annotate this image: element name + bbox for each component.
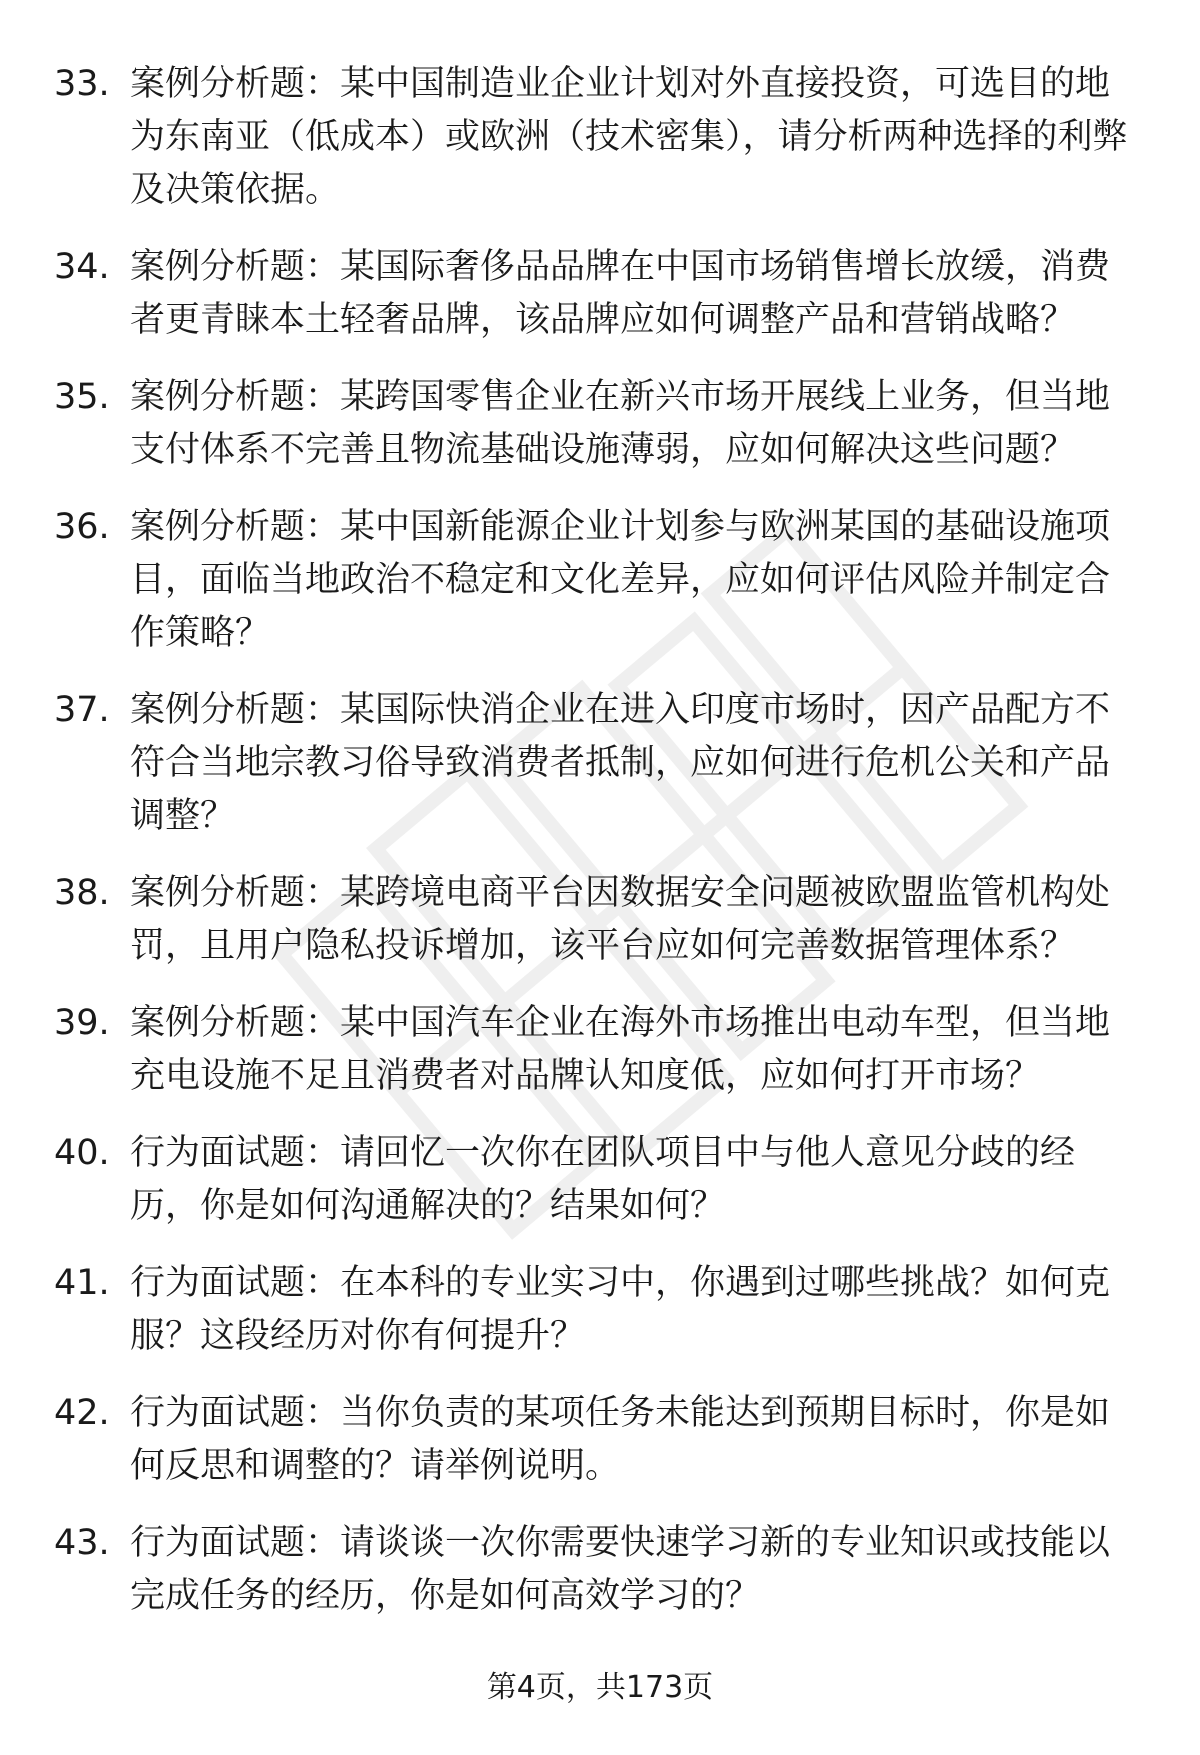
question-text: 案例分析题：某中国制造业企业计划对外直接投资，可选目的地为东南亚（低成本）或欧洲（技术密集），请分析两种选择的利弊及决策依据。 bbox=[130, 64, 1128, 210]
question-number: 42. bbox=[54, 1393, 110, 1433]
question-item bbox=[0, 58, 1200, 217]
question-text: 案例分析题：某中国新能源企业计划参与欧洲某国的基础设施项目，面临当地政治不稳定和文化差异，应如何评估风险并制定合作策略？ bbox=[130, 507, 1111, 653]
question-item bbox=[0, 1257, 1200, 1363]
question-text: 案例分析题：某中国汽车企业在海外市场推出电动车型，但当地充电设施不足且消费者对品牌认知度低，应如何打开市场？ bbox=[130, 1003, 1111, 1096]
question-list bbox=[0, 58, 1200, 1647]
question-item bbox=[0, 997, 1200, 1103]
question-item bbox=[0, 1127, 1200, 1233]
question-item bbox=[0, 684, 1200, 843]
question-item bbox=[0, 501, 1200, 660]
question-number: 41. bbox=[54, 1263, 110, 1303]
question-item bbox=[0, 371, 1200, 477]
question-item bbox=[0, 1387, 1200, 1493]
question-text: 行为面试题：请回忆一次你在团队项目中与他人意见分歧的经历，你是如何沟通解决的？结果如何？ bbox=[130, 1133, 1076, 1226]
question-number: 37. bbox=[54, 690, 110, 730]
question-text: 案例分析题：某国际快消企业在进入印度市场时，因产品配方不符合当地宗教习俗导致消费者抵制，应如何进行危机公关和产品调整？ bbox=[130, 690, 1111, 836]
question-item bbox=[0, 1517, 1200, 1623]
question-text: 行为面试题：请谈谈一次你需要快速学习新的专业知识或技能以完成任务的经历，你是如何高效学习的？ bbox=[130, 1523, 1111, 1616]
question-text: 行为面试题：在本科的专业实习中，你遇到过哪些挑战？如何克服？这段经历对你有何提升？ bbox=[130, 1263, 1111, 1356]
question-text: 案例分析题：某跨境电商平台因数据安全问题被欧盟监管机构处罚，且用户隐私投诉增加，该平台应如何完善数据管理体系？ bbox=[130, 873, 1111, 966]
question-number: 36. bbox=[54, 507, 110, 547]
question-item bbox=[0, 867, 1200, 973]
question-text: 案例分析题：某跨国零售企业在新兴市场开展线上业务，但当地支付体系不完善且物流基础设施薄弱，应如何解决这些问题？ bbox=[130, 377, 1111, 470]
question-number: 43. bbox=[54, 1523, 110, 1563]
question-number: 38. bbox=[54, 873, 110, 913]
question-number: 35. bbox=[54, 377, 110, 417]
question-number: 34. bbox=[54, 247, 110, 287]
question-text: 行为面试题：当你负责的某项任务未能达到预期目标时，你是如何反思和调整的？请举例说明。 bbox=[130, 1393, 1111, 1486]
question-number: 40. bbox=[54, 1133, 110, 1173]
question-number: 39. bbox=[54, 1003, 110, 1043]
page-number: 第4页，共173页 bbox=[486, 1670, 714, 1705]
question-text: 案例分析题：某国际奢侈品品牌在中国市场销售增长放缓，消费者更青睐本土轻奢品牌，该品牌应如何调整产品和营销战略？ bbox=[130, 247, 1111, 340]
question-item bbox=[0, 241, 1200, 347]
question-number: 33. bbox=[54, 64, 110, 104]
